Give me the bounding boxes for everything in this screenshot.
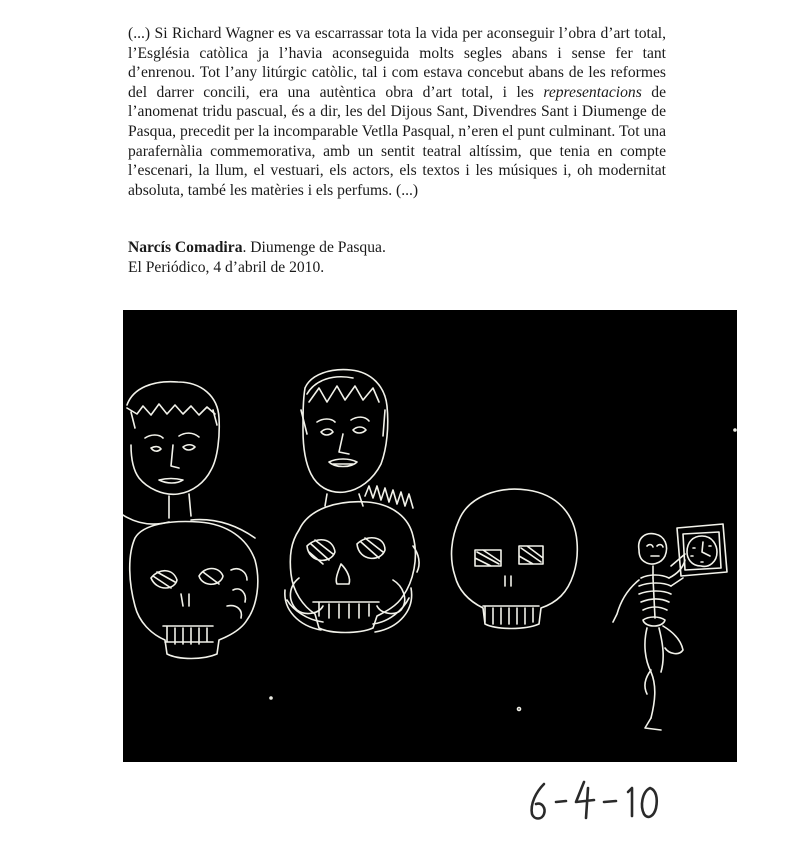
- skull-center: [285, 502, 419, 633]
- quote-text-part2: de l’anomenat tridu pascual, és a dir, les del Dijous Sant, Divendres Sant i Diumenge de Pasqua, precedit per la incomparable Vetlla Pasqual, n’eren el punt culminant. Tot una parafernàlia commemorativa, amb un sentit teatral altíssim, que tenia en compte l’escenari, la llum, el vestuari, els actors, els textos i les músiques i, oh modernitat absoluta, també les matèries i els perfums. (...): [128, 83, 666, 199]
- quote-italic-word: representacions: [543, 83, 642, 101]
- ink-drawing: [123, 310, 737, 762]
- skull-right: [452, 489, 578, 628]
- handwritten-date-text: 6-4-10: [522, 776, 526, 777]
- citation-line-1: [128, 238, 666, 258]
- boy-portrait-left: [123, 382, 255, 538]
- boy-portrait-center: [301, 370, 413, 508]
- citation-source: El Periódico, 4 d’abril de 2010.: [128, 258, 325, 276]
- citation-title: . Diumenge de Pasqua.: [242, 239, 386, 256]
- skeleton-with-clock: [613, 524, 727, 730]
- quote-text-part1: (...) Si Richard Wagner es va escarrassar tota la vida per aconseguir l’obra d’art total, l’Església catòlica ja l’havia aconseguida molts segles abans i sense fer tant d’enrenou. Tot l’any litúrgic catòlic, tal i com estava concebut abans de les reformes del darrer concili, era una autèntica obra d’art total, i les: [128, 25, 666, 101]
- handwritten-date: [522, 776, 672, 826]
- citation: [128, 238, 666, 277]
- ink-speckles: [270, 429, 736, 711]
- skull-left: [130, 522, 258, 659]
- quote-paragraph: [128, 24, 666, 200]
- citation-author: Narcís Comadira: [128, 239, 243, 256]
